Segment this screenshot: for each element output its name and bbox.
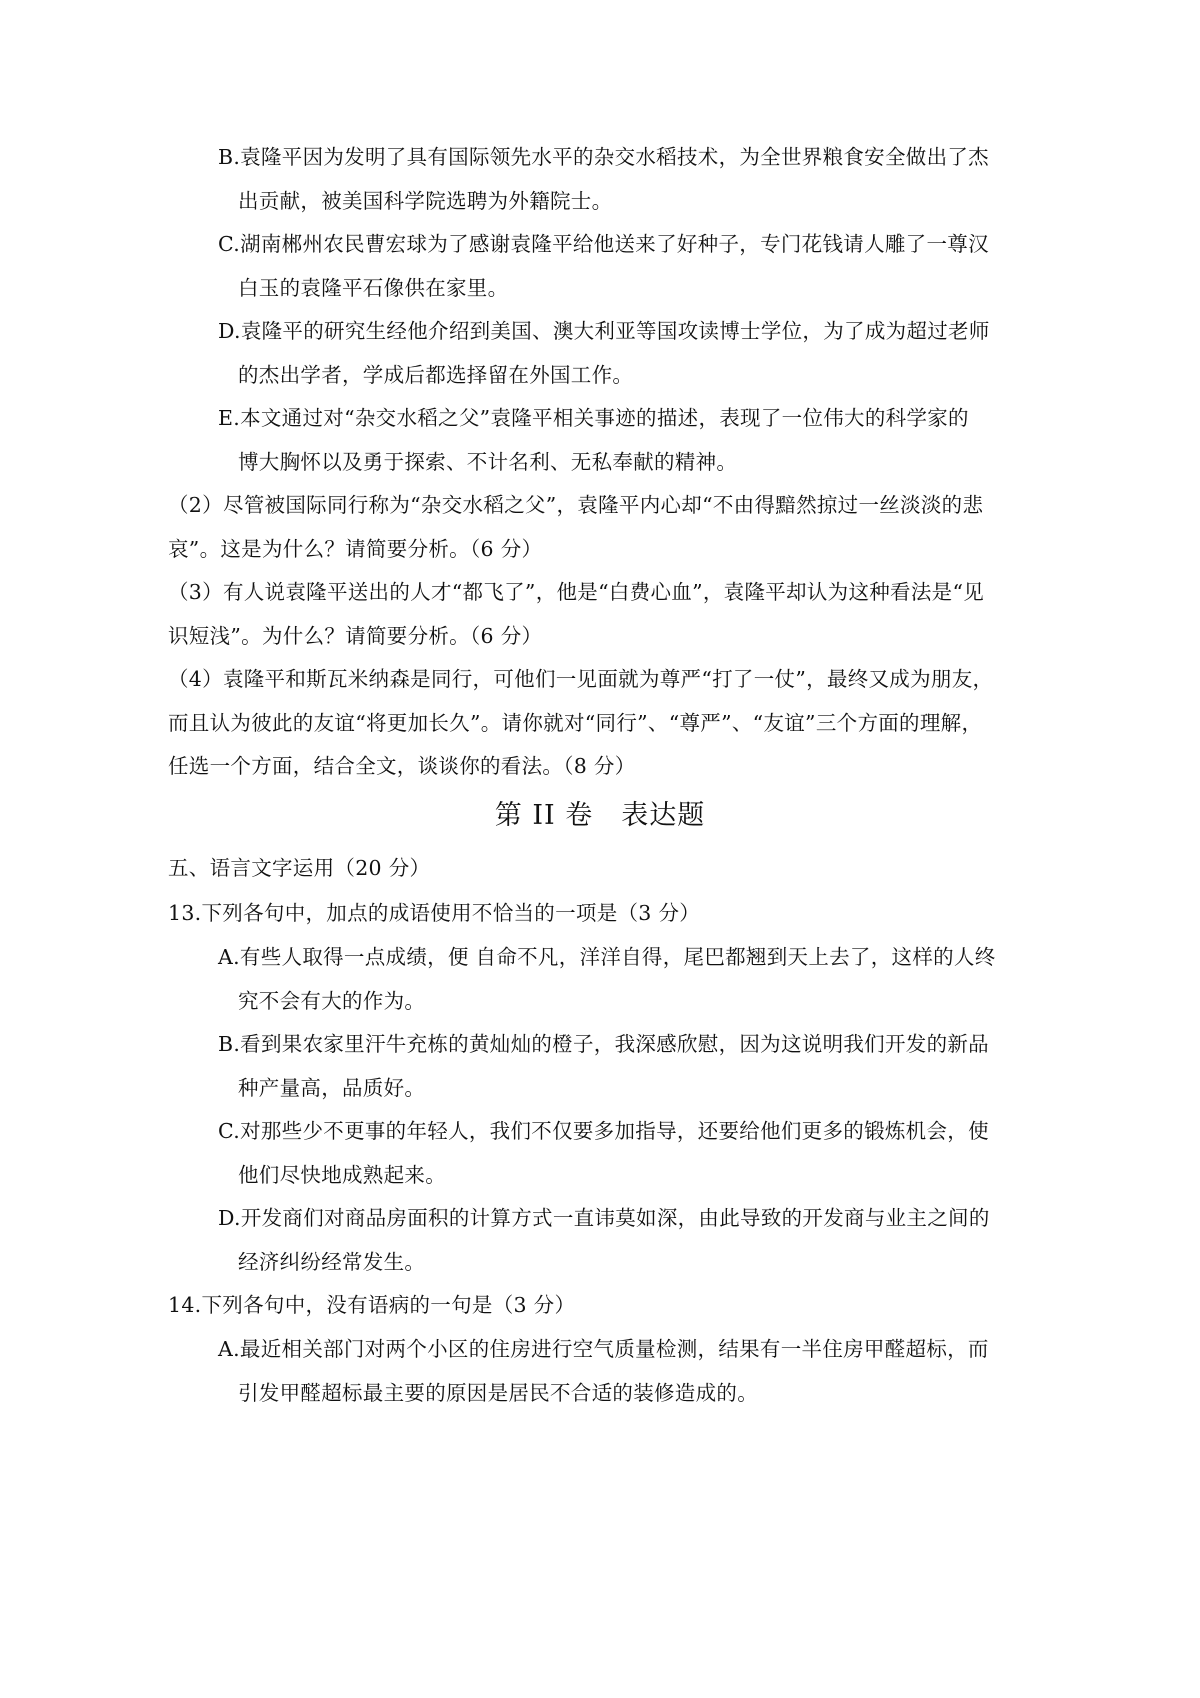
volume-title: 第 II 卷 表达题 <box>494 800 706 831</box>
q13-option-d-line2: 经济纠纷经常发生。 <box>238 1250 426 1274</box>
q12-option-e-line1: E.本文通过对“杂交水稻之父”袁隆平相关事迹的描述，表现了一位伟大的科学家的 <box>218 406 969 430</box>
q12-option-e-line2: 博大胸怀以及勇于探索、不计名利、无私奉献的精神。 <box>238 450 738 474</box>
q12-sub3-line2: 识短浅”。为什么？请简要分析。（6 分） <box>168 624 543 648</box>
q13-option-d-line1: D.开发商们对商品房面积的计算方式一直讳莫如深，由此导致的开发商与业主之间的 <box>218 1206 990 1230</box>
q13-option-c-line1: C.对那些少不更事的年轻人，我们不仅要多加指导，还要给他们更多的锻炼机会，使 <box>218 1119 989 1143</box>
q13-option-a-line2: 究不会有大的作为。 <box>238 989 426 1013</box>
q13-option-c-line2: 他们尽快地成熟起来。 <box>238 1163 446 1187</box>
q12-option-c-line2: 白玉的袁隆平石像供在家里。 <box>238 276 509 300</box>
q13-option-b-line2: 种产量高，品质好。 <box>238 1076 426 1100</box>
q12-option-d-line1: D.袁隆平的研究生经他介绍到美国、澳大利亚等国攻读博士学位，为了成为超过老师 <box>218 319 990 343</box>
q14-option-a-line2: 引发甲醛超标最主要的原因是居民不合适的装修造成的。 <box>238 1381 758 1405</box>
q12-sub4-line2: 而且认为彼此的友谊“将更加长久”。请你就对“同行”、“尊严”、“友谊”三个方面的理解， <box>168 711 983 735</box>
q12-sub4-line3: 任选一个方面，结合全文，谈谈你的看法。（8 分） <box>168 754 636 778</box>
q13-option-b-line1: B.看到果农家里汗牛充栋的黄灿灿的橙子，我深感欣慰，因为这说明我们开发的新品 <box>218 1032 989 1056</box>
q12-option-b-line1: B.袁隆平因为发明了具有国际领先水平的杂交水稻技术，为全世界粮食安全做出了杰 <box>218 145 989 169</box>
q12-sub3-line1: （3）有人说袁隆平送出的人才“都飞了”，他是“白费心血”，袁隆平却认为这种看法是“见 <box>168 580 985 604</box>
q14-option-a-line1: A.最近相关部门对两个小区的住房进行空气质量检测，结果有一半住房甲醛超标，而 <box>218 1337 989 1361</box>
q14-stem: 14.下列各句中，没有语病的一句是（3 分） <box>168 1293 576 1317</box>
section-title: 五、语言文字运用（20 分） <box>168 856 431 880</box>
q12-option-b-line2: 出贡献，被美国科学院选聘为外籍院士。 <box>238 189 613 213</box>
q13-option-a-line1: A.有些人取得一点成绩，便 自命不凡，洋洋自得，尾巴都翘到天上去了，这样的人终 <box>218 945 996 969</box>
q12-option-c-line1: C.湖南郴州农民曹宏球为了感谢袁隆平给他送来了好种子，专门花钱请人雕了一尊汉 <box>218 232 989 256</box>
q12-sub2-line1: （2）尽管被国际同行称为“杂交水稻之父”，袁隆平内心却“不由得黯然掠过一丝淡淡的悲 <box>168 493 984 517</box>
q12-option-d-line2: 的杰出学者，学成后都选择留在外国工作。 <box>238 363 634 387</box>
q12-sub4-line1: （4）袁隆平和斯瓦米纳森是同行，可他们一见面就为尊严“打了一仗”，最终又成为朋友， <box>168 667 994 691</box>
q12-sub2-line2: 哀”。这是为什么？请简要分析。（6 分） <box>168 537 543 561</box>
q13-stem: 13.下列各句中，加点的成语使用不恰当的一项是（3 分） <box>168 901 701 925</box>
